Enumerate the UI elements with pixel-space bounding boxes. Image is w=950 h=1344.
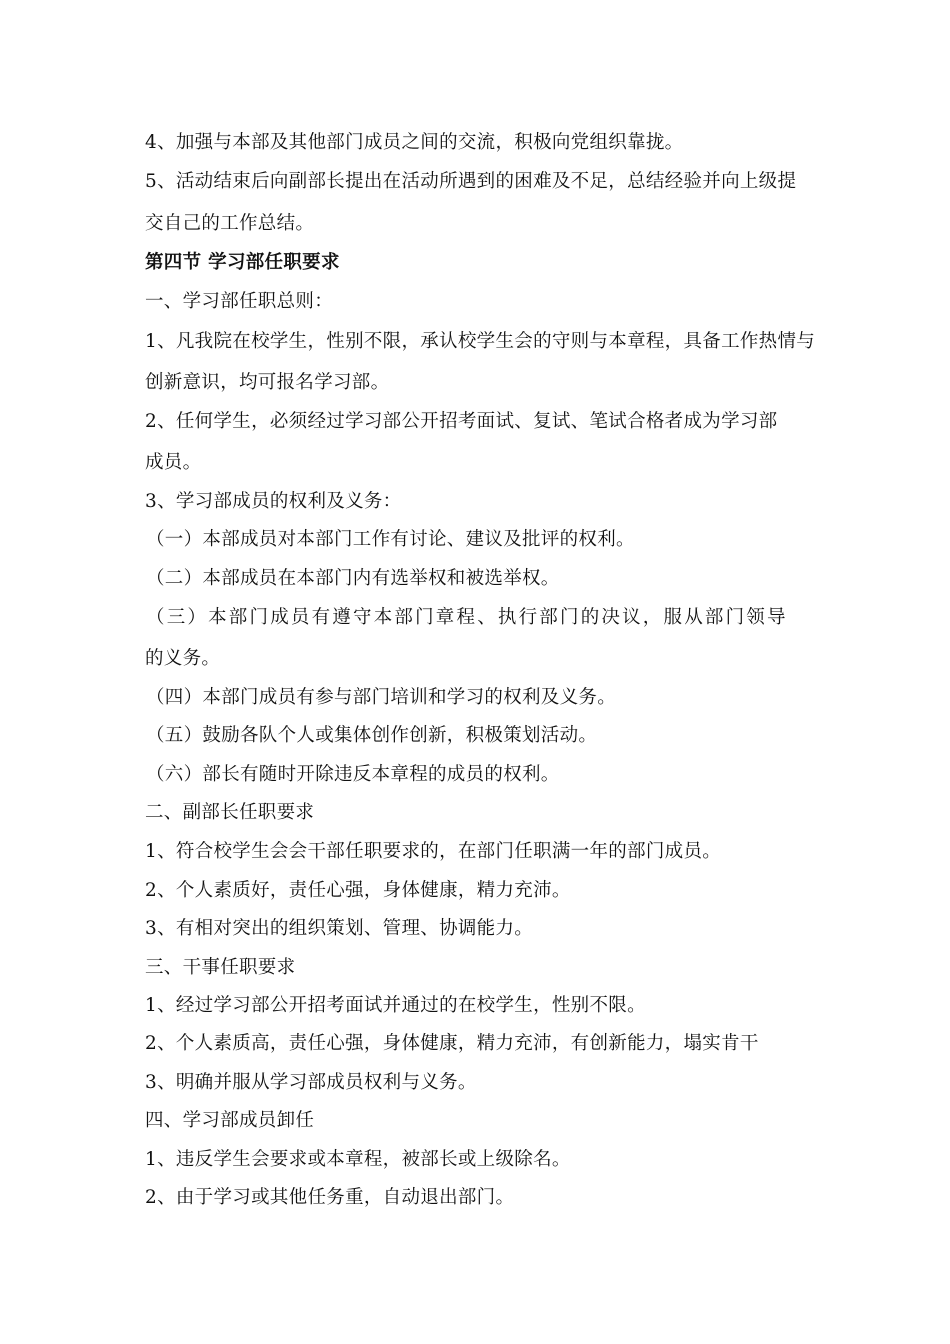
text-line: 3、明确并服从学习部成员权利与义务。 <box>145 1072 477 1093</box>
text-line: 二、副部长任职要求 <box>145 802 315 823</box>
text-line: 一、学习部任职总则： <box>145 291 334 312</box>
text-line: 成员。 <box>145 452 202 473</box>
text-line: 三、干事任职要求 <box>145 957 296 978</box>
text-line: 2、任何学生，必须经过学习部公开招考面试、复试、笔试合格者成为学习部 <box>145 411 778 432</box>
text-line: 2、个人素质高，责任心强，身体健康，精力充沛，有创新能力，塌实肯干 <box>145 1033 759 1054</box>
text-line: （三）本部门成员有遵守本部门章程、执行部门的决议，服从部门领导 <box>146 607 788 628</box>
text-line: 4、加强与本部及其他部门成员之间的交流，积极向党组织靠拢。 <box>145 132 684 153</box>
text-line: 1、违反学生会要求或本章程，被部长或上级除名。 <box>145 1149 571 1170</box>
text-line: （一）本部成员对本部门工作有讨论、建议及批评的权利。 <box>146 529 635 550</box>
text-line: 的义务。 <box>145 648 221 669</box>
text-line: 3、学习部成员的权利及义务： <box>145 491 402 512</box>
text-line: 1、符合校学生会会干部任职要求的，在部门任职满一年的部门成员。 <box>145 841 722 862</box>
text-line: 5、活动结束后向副部长提出在活动所遇到的困难及不足，总结经验并向上级提 <box>145 171 797 192</box>
text-line: （六）部长有随时开除违反本章程的成员的权利。 <box>146 764 560 785</box>
section-heading: 第四节 学习部任职要求 <box>145 252 340 273</box>
text-line: （五）鼓励各队个人或集体创作创新，积极策划活动。 <box>146 725 598 746</box>
text-line: 1、经过学习部公开招考面试并通过的在校学生，性别不限。 <box>145 995 646 1016</box>
text-line: 交自己的工作总结。 <box>145 213 315 234</box>
text-line: （二）本部成员在本部门内有选举权和被选举权。 <box>146 568 560 589</box>
text-line: （四）本部门成员有参与部门培训和学习的权利及义务。 <box>146 687 617 708</box>
text-line: 创新意识，均可报名学习部。 <box>145 372 390 393</box>
text-line: 2、个人素质好，责任心强，身体健康，精力充沛。 <box>145 880 571 901</box>
text-line: 2、由于学习或其他任务重，自动退出部门。 <box>145 1187 515 1208</box>
text-line: 四、学习部成员卸任 <box>145 1110 315 1131</box>
text-line: 1、凡我院在校学生，性别不限，承认校学生会的守则与本章程，具备工作热情与 <box>145 331 816 352</box>
text-line: 3、有相对突出的组织策划、管理、协调能力。 <box>145 918 534 939</box>
